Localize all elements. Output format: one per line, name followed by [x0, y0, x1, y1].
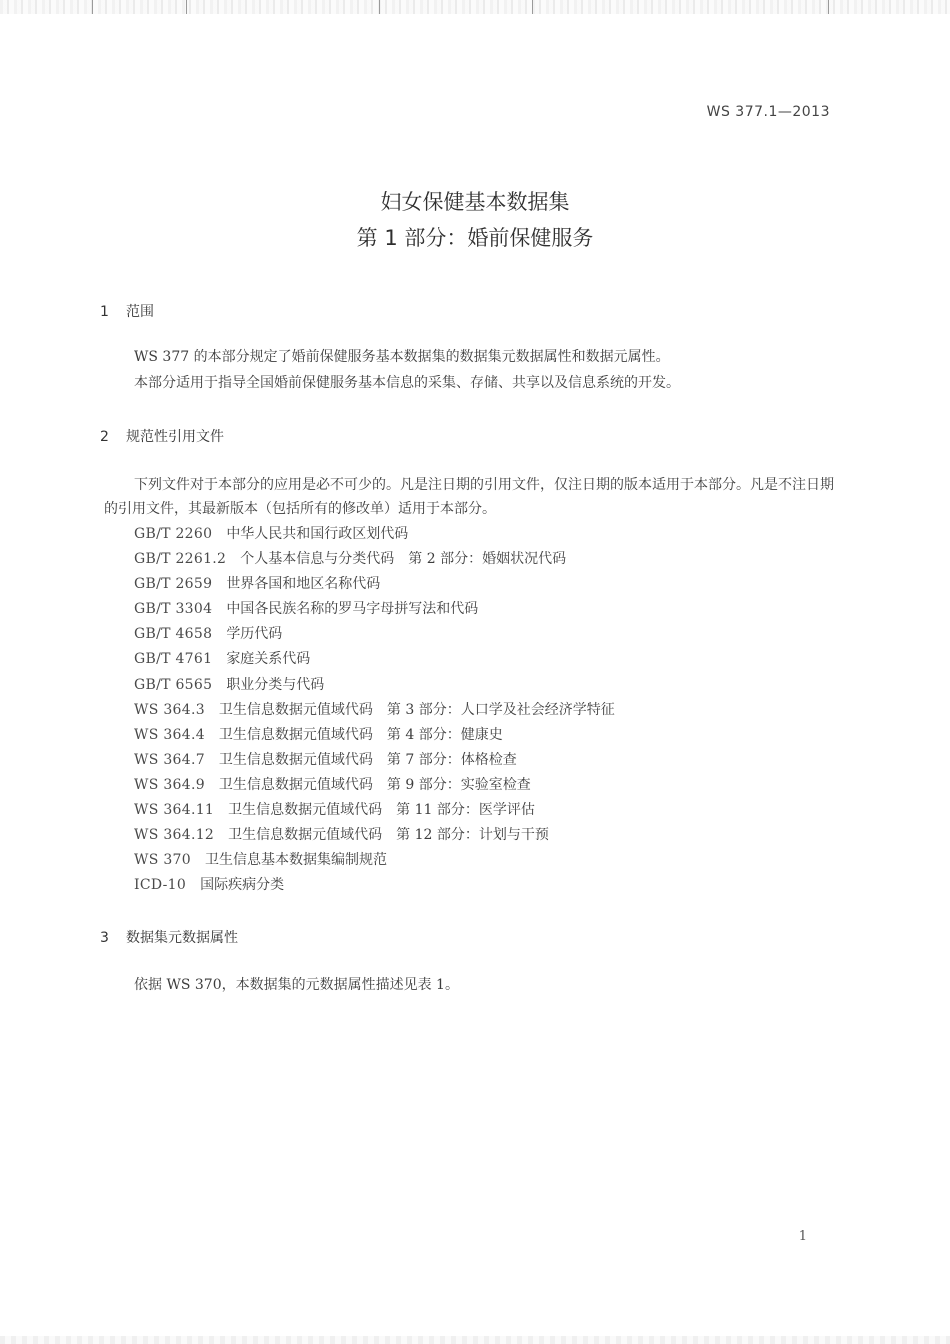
reference-code: WS 364.12	[134, 827, 215, 844]
section-heading-dataset-metadata	[100, 927, 238, 947]
reference-code: GB/T 2659	[134, 576, 213, 593]
reference-list	[134, 522, 615, 898]
reference-item	[134, 622, 615, 647]
reference-item	[134, 798, 615, 823]
reference-item	[134, 572, 615, 597]
reference-code: GB/T 2260	[134, 526, 213, 542]
reference-code: WS 364.7	[134, 751, 205, 768]
reference-title: 卫生信息数据元值域代码 第 9 部分：实验室检查	[218, 776, 531, 793]
reference-title: 卫生信息数据元值域代码 第 7 部分：体格检查	[218, 751, 517, 768]
reference-item	[134, 873, 615, 898]
document-title: 妇女保健基本数据集	[380, 190, 570, 214]
scan-tick	[828, 0, 829, 14]
metadata-paragraph: 依据 WS 370，本数据集的元数据属性描述见表 1。	[134, 977, 459, 993]
reference-title: 卫生信息数据元值域代码 第 12 部分：计划与干预	[228, 827, 549, 844]
reference-title: 中国各民族名称的罗马字母拼写法和代码	[226, 601, 479, 618]
reference-code: GB/T 4658	[134, 626, 213, 643]
reference-code: WS 364.9	[134, 776, 205, 793]
reference-title: 国际疾病分类	[200, 877, 285, 894]
reference-item	[134, 748, 615, 773]
reference-title: 学历代码	[226, 626, 283, 643]
reference-item	[134, 647, 615, 672]
reference-title: 卫生信息数据元值域代码 第 11 部分：医学评估	[228, 802, 535, 819]
reference-title: 职业分类与代码	[226, 676, 325, 693]
reference-item	[134, 823, 615, 848]
reference-item	[134, 673, 615, 698]
section-number: 1	[100, 304, 109, 320]
reference-title: 世界各国和地区名称代码	[226, 576, 381, 593]
section-number: 2	[100, 429, 109, 445]
scan-edge-top	[0, 0, 950, 14]
reference-item	[134, 597, 615, 622]
scan-edge-bottom	[0, 1336, 950, 1344]
reference-item	[134, 848, 615, 873]
section-number: 3	[100, 930, 109, 946]
reference-item	[134, 773, 615, 798]
reference-title: 家庭关系代码	[226, 651, 311, 668]
scope-paragraph-2: 本部分适用于指导全国婚前保健服务基本信息的采集、存储、共享以及信息系统的开发。	[134, 375, 680, 391]
reference-code: WS 364.3	[134, 701, 205, 718]
document-code: WS 377.1—2013	[706, 104, 830, 120]
reference-code: WS 364.4	[134, 726, 205, 743]
reference-code: GB/T 4761	[134, 651, 213, 668]
scan-tick	[532, 0, 533, 14]
reference-item	[134, 522, 615, 547]
section-heading-normative-references	[100, 426, 224, 446]
reference-title: 个人基本信息与分类代码 第 2 部分：婚姻状况代码	[240, 551, 567, 568]
reference-code: WS 370	[134, 852, 191, 869]
page-number: 1	[798, 1229, 807, 1244]
reference-code: GB/T 2261.2	[134, 551, 227, 568]
section-title: 规范性引用文件	[126, 429, 224, 445]
scope-paragraph-1: WS 377 的本部分规定了婚前保健服务基本数据集的数据集元数据属性和数据元属性。	[134, 349, 670, 365]
reference-item	[134, 723, 615, 748]
section-title: 范围	[126, 304, 154, 320]
section-heading-scope	[100, 301, 154, 321]
document-subtitle: 第 1 部分：婚前保健服务	[356, 226, 594, 250]
reference-item	[134, 547, 615, 572]
reference-code: GB/T 6565	[134, 676, 213, 693]
reference-title: 卫生信息数据元值域代码 第 4 部分：健康史	[218, 726, 503, 743]
reference-title: 卫生信息基本数据集编制规范	[204, 852, 387, 869]
reference-code: ICD-10	[134, 877, 187, 894]
references-intro-paragraph: 下列文件对于本部分的应用是必不可少的。凡是注日期的引用文件，仅注日期的版本适用于本部分。凡是不注日期的引用文件，其最新版本（包括所有的修改单）适用于本部分。	[104, 477, 834, 517]
scan-tick	[379, 0, 380, 14]
scan-tick	[186, 0, 187, 14]
reference-item	[134, 698, 615, 723]
scan-tick	[92, 0, 93, 14]
reference-title: 卫生信息数据元值域代码 第 3 部分：人口学及社会经济学特征	[218, 701, 615, 718]
section-title: 数据集元数据属性	[126, 930, 238, 946]
reference-title: 中华人民共和国行政区划代码	[226, 526, 409, 542]
reference-code: WS 364.11	[134, 802, 215, 819]
reference-code: GB/T 3304	[134, 601, 213, 618]
